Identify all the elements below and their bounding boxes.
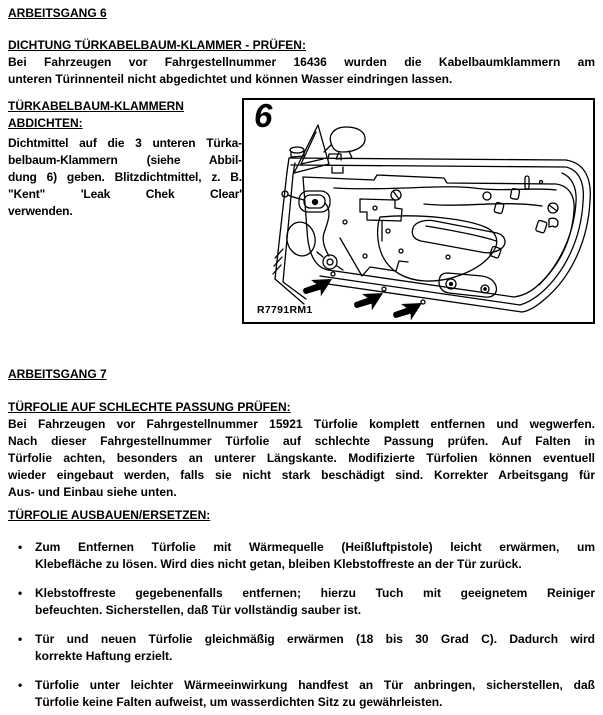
paragraph-line: Bei Fahrzeugen vor Fahrgestellnummer 15921 Türfolie komplett entfernen und wegwerfen. [8, 417, 595, 431]
bullet-marker: • [18, 540, 23, 554]
list-item [8, 539, 595, 573]
left-column [8, 98, 242, 324]
bullet-text [35, 539, 595, 573]
paragraph-line: Türfolie unter leichter Wärmeeinwirkung handfest an Tür anbringen, sicherstellen, daß [35, 678, 595, 692]
bullet-text [35, 677, 595, 711]
paragraph-line: Aus- und Einbau siehe unten. [8, 485, 177, 499]
paragraph-line: Türfolie keine Falten aufweist, um wasserdichten Sitz zu gewährleisten. [35, 695, 443, 709]
list-item [8, 677, 595, 711]
paragraph-line: unteren Türinnenteil nicht abgedichtet und können Wasser eindringen lassen. [8, 72, 453, 86]
paragraph-line: befeuchten. Sicherstellen, daß Tür vollständig sauber ist. [35, 603, 362, 617]
section-title-arbeitsgang-7: ARBEITSGANG 7 [8, 367, 107, 381]
abdichten-paragraph [8, 135, 242, 220]
heading-abdichten-line2: ABDICHTEN: [8, 116, 83, 130]
bullet-text [35, 631, 595, 665]
heading-passung-pruefen: TÜRFOLIE AUF SCHLECHTE PASSUNG PRÜFEN: [8, 400, 291, 414]
bullet-marker: • [18, 632, 23, 646]
paragraph-line: verwenden. [8, 204, 73, 218]
paragraph-line: Tür und neuen Türfolie gleichmäßig erwärmen (18 bis 30 Grad C). Dadurch wird [35, 632, 595, 646]
bullet-list [8, 539, 595, 711]
bullet-marker: • [18, 678, 23, 692]
heading-dichtung-pruefen: DICHTUNG TÜRKABELBAUM-KLAMMER - PRÜFEN: [8, 38, 306, 52]
list-item [8, 631, 595, 665]
paragraph-line: Türfolie achten, besonders an unterer Längskante. Modifizierte Türfolien können eventuell [8, 451, 595, 465]
paragraph-line: Bei Fahrzeugen vor Fahrgestellnummer 16436 wurden die Kabelbaumklammern am [8, 55, 595, 69]
paragraph-line: Dichtmittel auf die 3 unteren Türka- [8, 136, 242, 150]
bullet-text [35, 585, 595, 619]
paragraph-line: korrekte Haftung erzielt. [35, 649, 173, 663]
clamp-arrows [300, 271, 427, 322]
paragraph-line: dung 6) geben. Blitzdichtmittel, z. B. [8, 170, 242, 184]
passung-paragraph [8, 416, 595, 501]
paragraph-line: wieder eingebaut werden, falls sie nicht stark beschädigt sind. Korrekter Arbeitsgang für [8, 468, 595, 482]
paragraph-line: Klebstoffreste gegebenenfalls entfernen; hierzu Tuch mit geeignetem Reiniger [35, 586, 595, 600]
section-title-arbeitsgang-6: ARBEITSGANG 6 [8, 6, 107, 20]
heading-abdichten-line1: TÜRKABELBAUM-KLAMMERN [8, 99, 184, 113]
bullet-marker: • [18, 586, 23, 600]
paragraph-line: belbaum-Klammern (siehe Abbil- [8, 153, 242, 167]
door-inner-panel-illustration [244, 97, 593, 322]
two-column-block [8, 98, 595, 324]
paragraph-line: Klebefläche zu lösen. Wird dies nicht getan, bleiben Klebstoffreste an der Tür zurück. [35, 557, 522, 571]
paragraph-line: "Kent" 'Leak Chek Clear' [8, 187, 242, 201]
figure-reference-code: R7791RM1 [257, 304, 313, 316]
figure-6 [242, 98, 595, 324]
paragraph-line: Nach dieser Fahrgestellnummer Türfolie auf schlechte Passung prüfen. Auf Falten in [8, 434, 595, 448]
paragraph-line: Zum Entfernen Türfolie mit Wärmequelle (Heißluftpistole) leicht erwärmen, um [35, 540, 595, 554]
figure-number: 6 [254, 97, 273, 134]
heading-ausbauen-ersetzen: TÜRFOLIE AUSBAUEN/ERSETZEN: [8, 508, 211, 522]
pruefen-paragraph [8, 54, 595, 88]
list-item [8, 585, 595, 619]
